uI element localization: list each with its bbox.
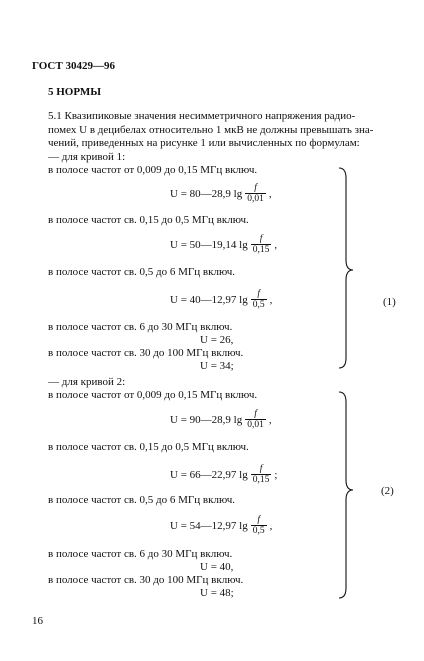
formula-lhs: U = 50—19,14 lg bbox=[170, 238, 248, 251]
curve2-range-4: в полосе частот св. 6 до 30 МГц включ. bbox=[48, 548, 233, 560]
paragraph-line: чений, приведенных на рисунке 1 или вычисленных по формулам: bbox=[48, 137, 360, 150]
paragraph-line: 5.1 Квазипиковые значения несимметричного напряжения радио- bbox=[48, 110, 356, 122]
formula-fraction bbox=[251, 289, 267, 310]
formula-fraction bbox=[251, 464, 272, 485]
curve2-value-5: U = 48; bbox=[200, 587, 234, 599]
curve2-formula-1 bbox=[170, 409, 272, 430]
curve1-formula-2 bbox=[170, 234, 277, 255]
fraction-denominator: 0,15 bbox=[252, 245, 270, 255]
curve1-formula-1 bbox=[170, 183, 272, 204]
curve1-range-4: в полосе частот св. 6 до 30 МГц включ. bbox=[48, 321, 233, 333]
fraction-numerator: f bbox=[257, 289, 260, 299]
formula-tail: , bbox=[268, 413, 272, 426]
fraction-numerator: f bbox=[257, 515, 260, 525]
formula-lhs: U = 66—22,97 lg bbox=[170, 468, 248, 481]
curve1-range-3: в полосе частот св. 0,5 до 6 МГц включ. bbox=[48, 266, 236, 278]
fraction-numerator: f bbox=[259, 464, 263, 474]
curve2-range-2: в полосе частот св. 0,15 до 0,5 МГц включ. bbox=[48, 441, 249, 453]
curve1-value-5: U = 34; bbox=[200, 360, 234, 372]
fraction-denominator: 0,01 bbox=[247, 420, 264, 430]
curve1-value-4: U = 26, bbox=[200, 334, 234, 346]
curve2-label: — для кривой 2: bbox=[48, 376, 126, 388]
formula-tail: ; bbox=[274, 468, 278, 481]
curly-brace-icon bbox=[339, 392, 353, 598]
equation-number-2: (2) bbox=[381, 485, 394, 497]
formula-lhs: U = 80—28,9 lg bbox=[170, 187, 243, 200]
formula-tail: , bbox=[269, 519, 273, 532]
curve2-formula-3 bbox=[170, 515, 272, 536]
curve2-formula-2 bbox=[170, 464, 277, 485]
formula-lhs: U = 54—12,97 lg bbox=[170, 519, 248, 532]
intro-paragraph bbox=[48, 110, 398, 151]
curly-brace-icons bbox=[330, 160, 360, 600]
curve1-formula-3 bbox=[170, 289, 272, 310]
equation-number-1: (1) bbox=[383, 296, 396, 308]
formula-tail: , bbox=[274, 238, 278, 251]
curve2-range-5: в полосе частот св. 30 до 100 МГц включ. bbox=[48, 574, 244, 586]
paragraph-line: помех U в децибелах относительно 1 мкВ не должны превышать зна- bbox=[48, 123, 374, 136]
document-header: ГОСТ 30429—96 bbox=[32, 60, 115, 72]
curve1-range-1: в полосе частот от 0,009 до 0,15 МГц включ. bbox=[48, 164, 258, 176]
formula-tail: , bbox=[268, 187, 272, 200]
formula-fraction bbox=[245, 183, 266, 204]
curve2-value-4: U = 40, bbox=[200, 561, 234, 573]
fraction-numerator: f bbox=[259, 234, 263, 244]
section-title: 5 НОРМЫ bbox=[48, 86, 102, 98]
formula-fraction bbox=[245, 409, 266, 430]
fraction-denominator: 0,01 bbox=[247, 194, 264, 204]
fraction-numerator: f bbox=[254, 183, 257, 193]
formula-lhs: U = 40—12,97 lg bbox=[170, 293, 248, 306]
formula-fraction bbox=[251, 515, 267, 536]
formula-fraction bbox=[251, 234, 272, 255]
fraction-numerator: f bbox=[254, 409, 257, 419]
page-number: 16 bbox=[32, 615, 43, 627]
fraction-denominator: 0,15 bbox=[252, 475, 270, 485]
curve1-range-2: в полосе частот св. 0,15 до 0,5 МГц включ. bbox=[48, 214, 249, 226]
fraction-denominator: 0,5 bbox=[252, 526, 265, 536]
formula-lhs: U = 90—28,9 lg bbox=[170, 413, 243, 426]
fraction-denominator: 0,5 bbox=[252, 300, 265, 310]
curly-brace-icon bbox=[339, 168, 353, 368]
curve2-range-3: в полосе частот св. 0,5 до 6 МГц включ. bbox=[48, 494, 236, 506]
curve1-label: — для кривой 1: bbox=[48, 151, 126, 163]
curve1-range-5: в полосе частот св. 30 до 100 МГц включ. bbox=[48, 347, 244, 359]
curve2-range-1: в полосе частот от 0,009 до 0,15 МГц включ. bbox=[48, 389, 258, 401]
formula-tail: , bbox=[269, 293, 273, 306]
